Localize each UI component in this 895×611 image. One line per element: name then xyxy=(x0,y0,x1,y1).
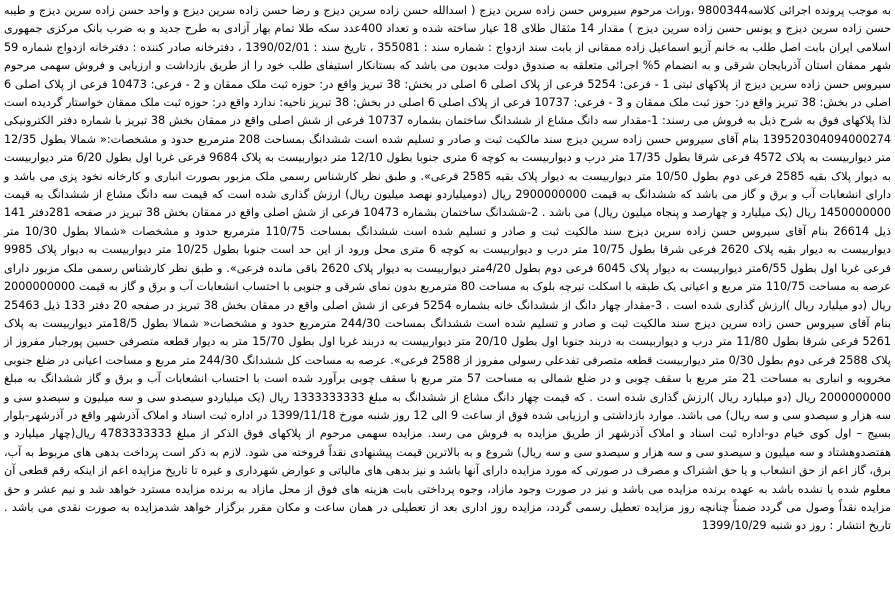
auction-notice-text: به موجب پرونده اجرائی کلاسه9800344 ،وراث مرحوم سیروس حسن زاده سرین دیزج ( اسدالله حسن زاده سرین دیزج و رضا حسن زاده سرین دیزج و واحد حسن زاده سرین دیزج و طیبه حسن زاده سرین دیزج و یونس حسن زاده سرین دیزج ) مقدار 14 مثقال طلای 18 عیار ساخته شده و تعداد 400عدد سکه طلا تمام بهار آزادی به طرح جدید و به ضرب بانک مرکزی جمهوری اسلامی ایران بابت اصل طلب به خانم آزیو اسماعیل زاده ممقانی از بابت سند ازدواج : شماره سند : 355081 ، تاریخ سند : 1390/02/01 ، دفترخانه صادر کننده : دفترخانه ازدواج شماره 59 شهر ممقان استان آذربایجان شرقی و به انضمام 5% اجرائی متعلقه به صندوق دولت مدیون می باشد که بستانکار استیفای طلب خود را از طریق بازداشت و ارزیابی و فروش سهمی مرحوم سیروس حسن زاده سرین دیزج از پلاکهای ثبتی 1 - فرعی: 5254 فرعی از پلاک اصلی 6 اصلی در بخش: 38 تبریز واقع در: حوزه ثبت ملک ممقان و 2 - فرعی: 10473 فرعی از پلاک اصلی 6 اصلی در بخش: 38 تبریز واقع در: حوز ثبت ملک ممقان و 3 - فرعی: 10737 فرعی از پلاک اصلی 6 اصلی در بخش: 38 تبریز ناحیه: ندارد واقع در: حوزه ثبت ملک ممقان خواستار گردیده است لذا پلاکهای فوق به شرح ذیل به فروش می رسند: 1-مقدار سه دانگ مشاع از ششدانگ ساختمان بشماره 10737 فرعی از شش اصلی واقع در ممقان بخش 38 تبریز با شماره دفتر الکترونیکی 139520304094000274 بنام آقای سیروس حسن زاده سرین دیزج سند مالکیت ثبت و صادر و تسلیم شده است ششدانگ بمساحت 208 مترمربع حدود و مشخصات:« شمالا بطول 12/35 متر دیواربیست به پلاک 4572 فرعی شرقا بطول 17/35 متر درب و دیواربیست به کوچه 6 متری جنوبا بطول 12/10 متر دیواربیست به پلاک 9684 فرعی غربا اول بطول 6/20 متر دیواربیست به دیوار پلاک بقیه 2585 فرعی دوم بطول 10/50 متر دیواربیست به دیوار پلاک بقیه 2585 فرعی». و طبق نظر کارشناس رسمی ملک مزبور بصورت انباری و کارخانه نخود پزی می باشد و دارای انشعابات آب و برق و گاز می باشد که ششدانگ به قیمت 2900000000 ریال (دومیلیاردو نهصد میلیون ریال) ارزش گذاری شده است که قیمت سه دانگ مشاع از ششدانگ به قیمت 1450000000 ریال (یک میلیارد و چهارصد و پنجاه میلیون ریال) می باشد . 2-ششدانگ ساختمان بشماره 10473 فرعی از شش اصلی واقع در ممقان بخش 38 تبریز در صفحه 281دفتر 141 ذیل 26614 بنام آقای سیروس حسن زاده سرین دیزج سند مالکیت ثبت و صادر و تسلیم شده است ششدانگ بمساحت 110/75 مترمربع حدود و مشخصات «شمالا بطول 10/30 متر دیواربیست به دیوار بقیه پلاک 2620 فرعی شرقا بطول 10/75 متر درب و دیواربیست به کوچه 6 متری محل ورود از این حد است جنوبا بطول 10/25 متر دیواربیست به دیوار پلاک 9985 فرعی غربا اول بطول 6/55متر دیواربیست به دیوار پلاک 6045 فرعی دوم بطول 4/20متر دیواربیست به دیوار پلاک 2620 باقی مانده فرعی». و طبق نظر کارشناس رسمی ملک مزبور دارای عرصه به مساحت 110/75 متر مربع و اعیانی یک طبقه با اسکلت تیرچه بلوک به مساحت 80 مترمربع بدون نمای شرقی و جنوبی با احتساب انشعابات آب و برق و گاز به قیمت 2000000000 ریال (دو میلیارد ریال )ارزش گذاری شده است . 3-مقدار چهار دانگ از ششدانگ خانه بشماره 5254 فرعی از شش اصلی واقع در ممقان بخش 38 تبریز در صفحه 20 دفتر 133 ذیل 25463 بنام آقای سیروس حسن زاده سرین دیزج سند مالکیت ثبت و صادر و تسلیم شده است ششدانگ بمساحت 244/30 مترمربع حدود و مشخصات« شمالا بطول 18/5متر دیواربیست به پلاک 5261 فرعی شرقا بطول 11/80 متر درب و دیواربیست به دربند جنوبا اول بطول 20/10 متر دیواربیست به دربند غربا اول بطول 15/70 متر به دیوار قطعه متصرفی حسین پورجبار مفروز از پلاک 2588 فرعی دوم بطول 0/30 متر دیواربیست قطعه متصرفی تفدعلی رسولی مفروز از 2588 فرعی». عرصه به مساحت کل ششدانگ 244/30 متر مربع و مساحت اعیانی در ضلع جنوبی مخروبه و انباری به مساحت 21 متر مربع با سقف چوبی و در ضلع شمالی به مساحت 57 متر مربع با سقف چوبی برآورد شده است با احتساب انشعابات آب و برق و گاز ششدانگ به مبلغ 2000000000 ریال (دو میلیارد ریال )ارزش گذاری شده است . که قیمت چهار دانگ مشاع از ششدانگ به مبلغ 1333333333 ریال (یک میلیاردو سیصدو سی و سه میلیون و سیصدو سی و سه هزار و سیصدو سی و سه ریال) می باشد. موارد بازداشتی و ارزیابی شده فوق از ساعت 9 الی 12 روز شنبه مورخ 1399/11/18 در اداره ثبت اسناد و املاک آذرشهر واقع در آذرشهر-بلوار بسیج – اول کوی خیام دو-اداره ثبت اسناد و املاک آذرشهر از طریق مزایده به فروش می رسد. مزایده سهمی مرحوم از پلاکهای فوق الذکر از مبلغ 4783333333 ریال(چهار میلیارد و هفتصدوهشتاد و سه میلیون و سیصدو سی و سه هزار و سیصدو سی و سه ریال) شروع و به بالاترین قیمت پیشنهادی نقداً فروخته می شود. لازم به ذکر است پرداخت بدهی های مربوط به آب، برق، گاز اعم از حق انشعاب و یا حق اشتراک و مصرف در صورتی که مورد مزایده دارای آنها باشد و نیز بدهی های مالیاتی و عوارض شهرداری و غیره تا تاریخ مزایده اعم از اینکه رقم قطعی آن معلوم شده یا نشده باشد به عهده برنده مزایده می باشد و نیز در صورت وجود مازاد، وجوه پرداختی بابت هزینه های فوق از محل مازاد به برنده مزایده مسترد خواهد شد و نیم عشر و حق مزایده نقداً وصول می گردد ضمناً چنانچه روز مزایده تعطیل رسمی گردد، مزایده روز اداری بعد از تعطیلی در همان ساعت و مکان مقرر برگزار خواهد شدمزایده به صورت نقدی می باشد . تاریخ انتشار : روز دو شنبه 1399/10/29 xyxy=(4,4,892,533)
